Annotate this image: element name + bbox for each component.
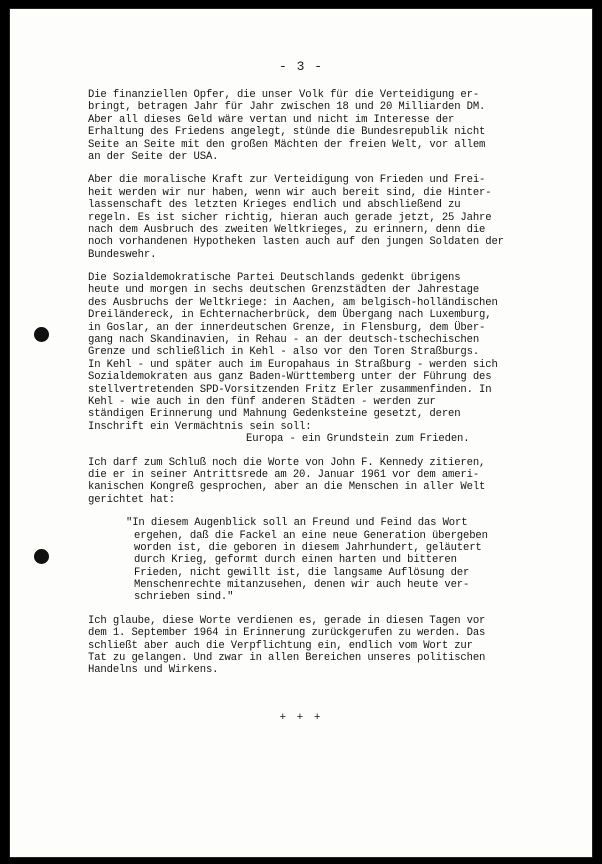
text-line: regeln. Es ist sicher richtig, hieran auch gerade jetzt, 25 Jahre — [88, 211, 492, 224]
quote-line: worden ist, die geboren in diesem Jahrhundert, geläutert — [134, 541, 482, 554]
text-line: Inschrift ein Vermächtnis sein soll: — [88, 420, 312, 433]
paragraph-1 — [88, 89, 588, 163]
text-line: des Ausbruchs der Weltkriege: in Aachen, am belgisch-holländischen — [88, 296, 498, 309]
text-line: Handelns und Wirkens. — [88, 664, 219, 677]
text-line: stellvertretenden SPD-Vorsitzenden Fritz Erler zusammenfinden. In — [88, 383, 492, 396]
text-line: In Kehl - und später auch im Europahaus in Straßburg - werden sich — [88, 358, 498, 371]
paragraph-4 — [88, 457, 588, 507]
text-line: heute und morgen in sechs deutschen Grenzstädten der Jahrestage — [88, 284, 480, 297]
text-line: nach dem Ausbruch des zweiten Weltkrieges, zu erinnern, denn die — [88, 223, 486, 236]
text-line: Sozialdemokraten aus ganz Baden-Württemberg unter der Führung des — [88, 371, 492, 384]
text-line: Bundeswehr. — [88, 248, 157, 261]
page-number: - 3 - — [278, 59, 323, 74]
paragraph-2 — [88, 174, 588, 261]
text-line: noch vorhandenen Hypotheken lasten auch auf den jungen Soldaten der — [88, 236, 504, 249]
closing-mark: + + + — [279, 712, 323, 724]
text-line: Ich glaube, diese Worte verdienen es, gerade in diesen Tagen vor — [88, 614, 486, 627]
text-line: Die finanziellen Opfer, die unser Volk für die Verteidigung er- — [88, 89, 480, 101]
kennedy-quote — [88, 517, 588, 604]
text-line: an der Seite der USA. — [88, 150, 219, 163]
text-line: heit werden wir nur haben, wenn wir auch bereit sind, die Hinter- — [88, 186, 492, 199]
text-line: Kehl - wie auch in den fünf anderen Städten - werden zur — [88, 395, 436, 408]
quote-line: schrieben sind." — [134, 591, 234, 604]
text-line: dem 1. September 1964 in Erinnerung zurückgerufen zu werden. Das — [88, 627, 486, 640]
punch-hole — [34, 327, 49, 342]
text-line: Erhaltung des Friedens angelegt, stünde die Bundesrepublik nicht — [88, 126, 486, 139]
text-line: Seite an Seite mit den großen Mächten der freien Welt, vor allem — [88, 138, 486, 151]
text-line: bringt, betragen Jahr für Jahr zwischen 18 und 20 Milliarden DM. — [88, 101, 486, 114]
text-line: Ich darf zum Schluß noch die Worte von John F. Kennedy zitieren, — [88, 456, 486, 469]
text-line: Dreiländereck, in Echternacherbrück, dem Übergang nach Luxemburg, — [88, 309, 492, 322]
text-line: kanischen Kongreß gesprochen, aber an die Menschen in aller Welt — [88, 481, 486, 494]
text-line: die er in seiner Antrittsrede am 20. Januar 1961 vor dem ameri- — [88, 468, 480, 481]
text-line: Aber die moralische Kraft zur Verteidigung von Frieden und Frei- — [88, 174, 486, 187]
punch-hole — [34, 549, 49, 564]
quote-line: durch Krieg, geformt durch einen harten und bitteren — [134, 554, 457, 567]
text-line: ständigen Erinnerung und Mahnung Gedenksteine gesetzt, deren — [88, 408, 461, 421]
text-line: Tat zu gelangen. Und zwar in allen Bereichen unseres politischen — [88, 652, 486, 665]
inscription-motto: Europa - ein Grundstein zum Frieden. — [246, 433, 470, 446]
document-body — [88, 89, 588, 688]
text-line: Die Sozialdemokratische Partei Deutschlands gedenkt übrigens — [88, 272, 461, 285]
paragraph-3 — [88, 272, 588, 445]
text-line: gerichtet hat: — [88, 493, 175, 506]
paragraph-5 — [88, 615, 588, 677]
text-line: schließt aber auch die Verpflichtung ein, endlich vom Wort zur — [88, 639, 473, 652]
quote-line: "In diesem Augenblick soll an Freund und Feind das Wort — [126, 517, 468, 530]
text-line: gang nach Skandinavien, in Rehau - an der deutsch-tschechischen — [88, 334, 480, 347]
text-line: Grenze und schließlich in Kehl - also vor den Toren Straßburgs. — [88, 346, 480, 359]
text-line: Aber all dieses Geld wäre vertan und nicht im Interesse der — [88, 113, 455, 126]
text-line: lassenschaft des letzten Krieges endlich und abschließend zu — [88, 199, 461, 212]
quote-line: Frieden, nicht gewillt ist, die langsame Auflösung der — [134, 566, 470, 579]
document-page — [9, 8, 593, 858]
quote-line: ergehen, daß die Fackel an eine neue Generation übergeben — [134, 529, 488, 542]
quote-line: Menschenrechte mitanzusehen, denen wir auch heute ver- — [134, 579, 470, 592]
text-line: in Goslar, an der innerdeutschen Grenze, in Flensburg, dem Über- — [88, 321, 486, 334]
